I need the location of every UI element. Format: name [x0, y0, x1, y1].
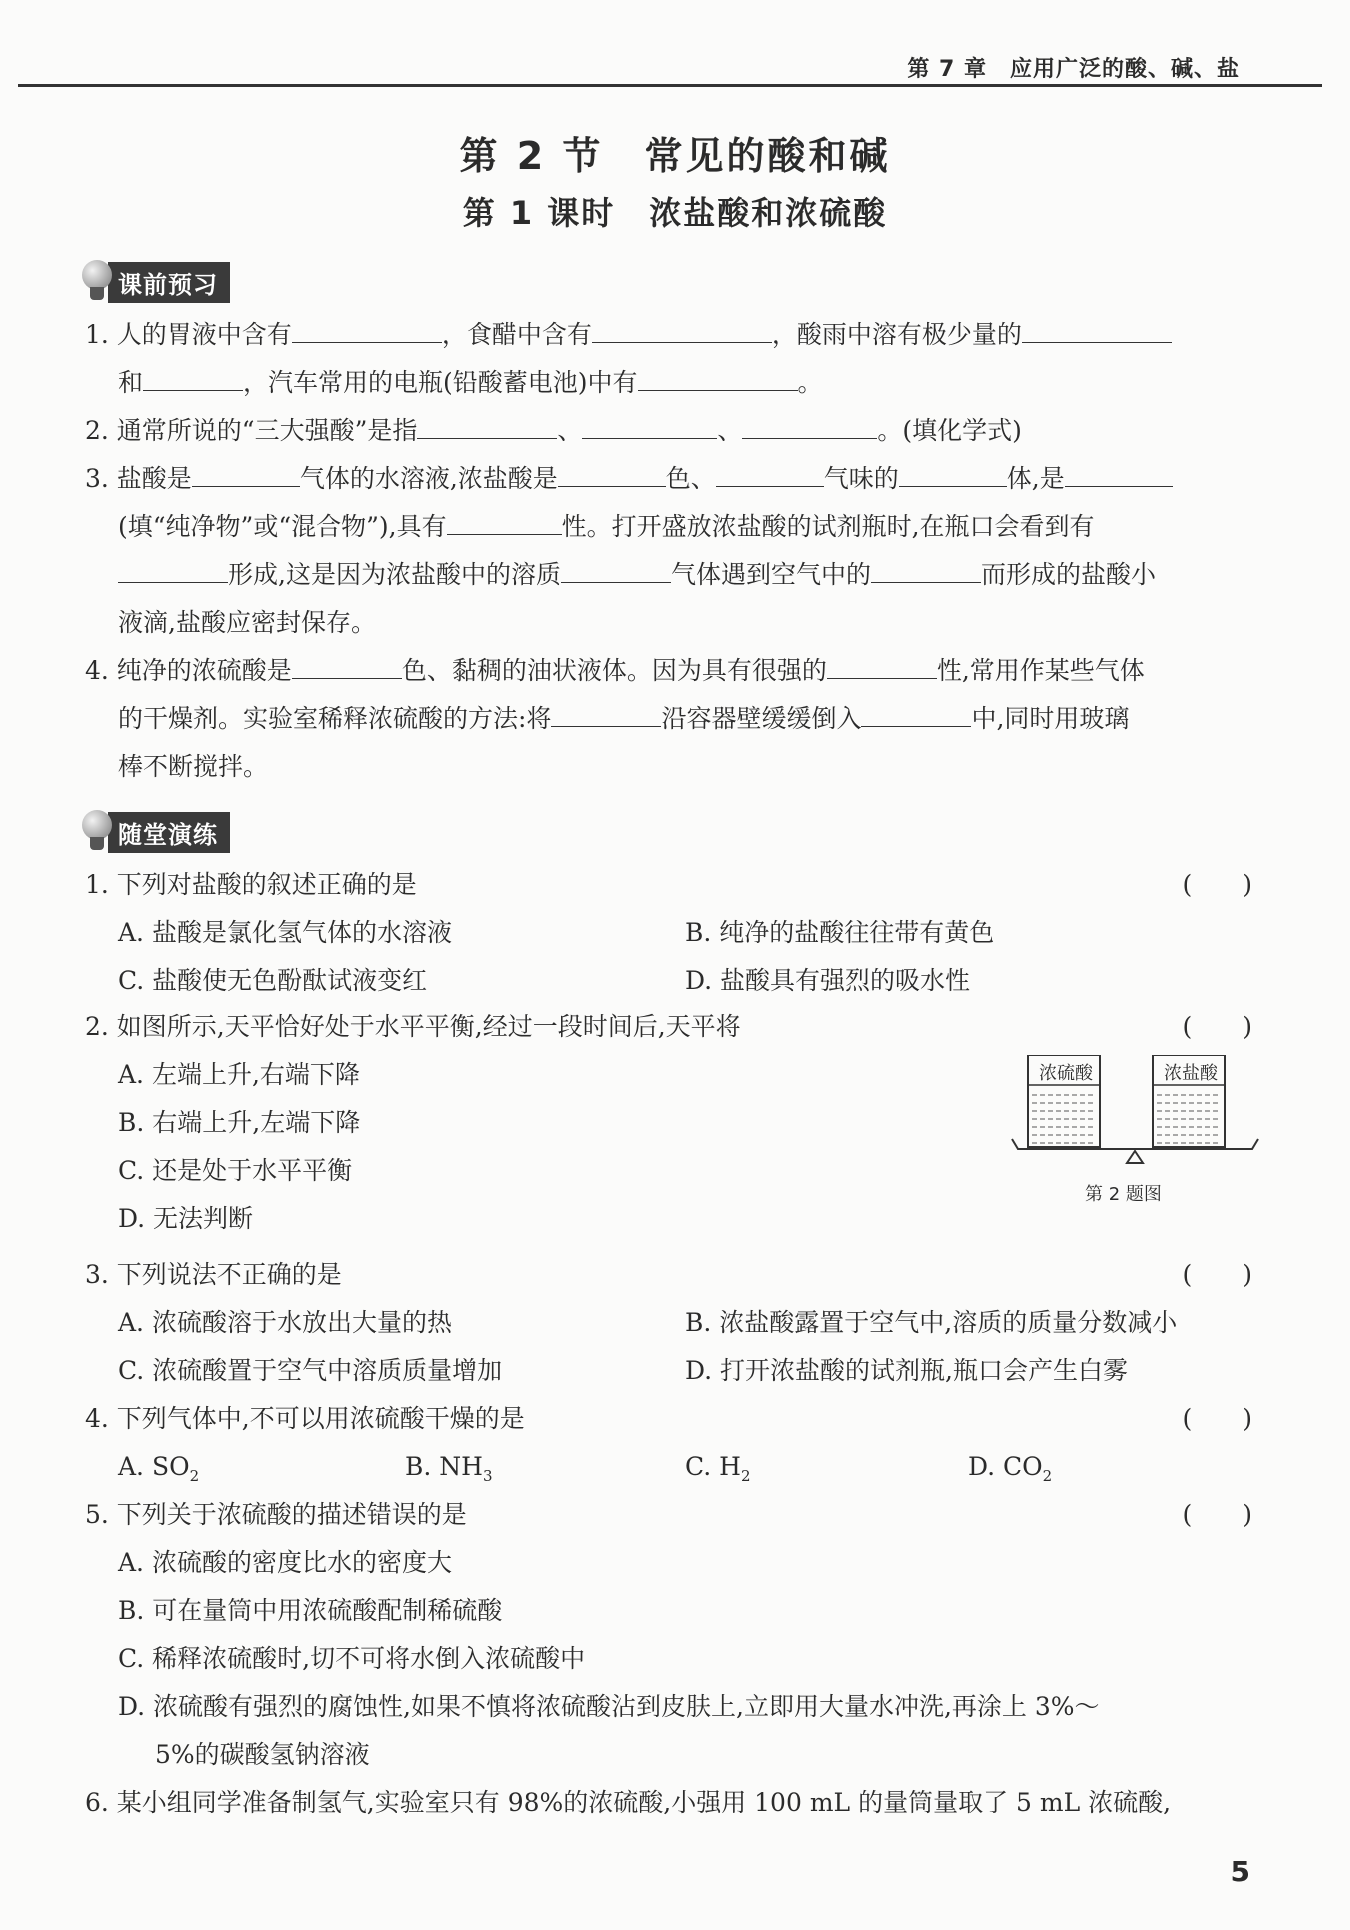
preview-q3-line4: 液滴,盐酸应密封保存。 [118, 608, 376, 637]
practice-q4-stem: 4. 下列气体中,不可以用浓硫酸干燥的是 [85, 1404, 525, 1433]
blank[interactable] [447, 510, 562, 535]
option-a: A. 浓硫酸的密度比水的密度大 [118, 1548, 452, 1577]
answer-parens[interactable]: ( ) [1182, 870, 1252, 899]
section-title: 第 2 节 常见的酸和碱 [459, 134, 891, 178]
option-d: D. $CO_2$ [968, 1452, 1053, 1485]
option-a: A. 左端上升,右端下降 [118, 1060, 360, 1089]
blank[interactable] [899, 462, 1007, 487]
header-rule [18, 84, 1322, 87]
preview-heading [80, 262, 230, 302]
practice-q5-stem: 5. 下列关于浓硫酸的描述错误的是 [85, 1500, 467, 1529]
blank[interactable] [871, 558, 981, 583]
blank[interactable] [551, 702, 661, 727]
blank[interactable] [582, 414, 717, 439]
practice-q3-stem: 3. 下列说法不正确的是 [85, 1260, 342, 1289]
preview-q4-line3: 棒不断搅拌。 [118, 752, 269, 781]
practice-heading [80, 812, 230, 852]
option-b: B. 右端上升,左端下降 [118, 1108, 361, 1137]
practice-q1-stem: 1. 下列对盐酸的叙述正确的是 [85, 870, 417, 899]
option-c: C. 还是处于水平平衡 [118, 1156, 353, 1185]
option-c: C. $H_2$ [685, 1452, 751, 1485]
practice-heading-label: 随堂演练 [108, 812, 230, 853]
lightbulb-icon [80, 810, 114, 854]
figure-caption: 第 2 题图 [1085, 1184, 1162, 1205]
beaker-right-label: 浓盐酸 [1164, 1063, 1218, 1084]
blank[interactable] [827, 654, 937, 679]
option-d: D. 浓硫酸有强烈的腐蚀性,如果不慎将浓硫酸沾到皮肤上,立即用大量水冲洗,再涂上 3%～ [118, 1692, 1100, 1721]
answer-parens[interactable]: ( ) [1182, 1260, 1252, 1289]
option-c: C. 盐酸使无色酚酞试液变红 [118, 966, 428, 995]
blank[interactable] [292, 318, 442, 343]
option-b: B. 纯净的盐酸往往带有黄色 [685, 918, 995, 947]
preview-heading-label: 课前预习 [108, 262, 230, 303]
blank[interactable] [192, 462, 300, 487]
option-b: B. $NH_3$ [405, 1452, 493, 1485]
lesson-title: 第 1 课时 浓盐酸和浓硫酸 [462, 194, 888, 232]
blank[interactable] [118, 558, 228, 583]
preview-q4-line2: 的干燥剂。实验室稀释浓硫酸的方法:将 沿容器壁缓缓倒入 中,同时用玻璃 [118, 704, 1130, 733]
preview-q3-line1: 3. 盐酸是 气体的水溶液,浓盐酸是 色、 气味的 体,是 [85, 462, 1173, 496]
answer-parens[interactable]: ( ) [1182, 1500, 1252, 1529]
preview-q4-line1: 4. 纯净的浓硫酸是 色、黏稠的油状液体。因为具有很强的 性,常用作某些气体 [85, 656, 1145, 685]
answer-parens[interactable]: ( ) [1182, 1012, 1252, 1041]
blank[interactable] [638, 366, 798, 391]
blank[interactable] [417, 414, 557, 439]
balance-fulcrum [1127, 1151, 1143, 1163]
lightbulb-icon [80, 260, 114, 304]
beaker-left-label: 浓硫酸 [1039, 1063, 1093, 1084]
option-a: A. $SO_2$ [118, 1452, 200, 1485]
chapter-header: 第 7 章 应用广泛的酸、碱、盐 [907, 57, 1240, 82]
blank[interactable] [716, 462, 824, 487]
option-d-continued: 5%的碳酸氢钠溶液 [155, 1740, 370, 1769]
preview-q1-line2: 和 ，汽车常用的电瓶(铅酸蓄电池)中有 。 [118, 368, 823, 397]
blank[interactable] [1022, 318, 1172, 343]
option-d: D. 打开浓盐酸的试剂瓶,瓶口会产生白雾 [685, 1356, 1128, 1385]
blank[interactable] [742, 414, 877, 439]
blank[interactable] [292, 654, 402, 679]
preview-q2: 2. 通常所说的“三大强酸”是指 、 、 。(填化学式) [85, 416, 1022, 445]
blank[interactable] [1065, 462, 1173, 487]
option-d: D. 盐酸具有强烈的吸水性 [685, 966, 971, 995]
page-number: 5 [1230, 1855, 1250, 1888]
practice-q2-stem: 2. 如图所示,天平恰好处于水平平衡,经过一段时间后,天平将 [85, 1012, 741, 1041]
option-a: A. 盐酸是氯化氢气体的水溶液 [118, 918, 452, 947]
preview-q1-line1: 1. 人的胃液中含有 ，食醋中含有 ，酸雨中溶有极少量的 [85, 318, 1172, 352]
blank[interactable] [561, 558, 671, 583]
blank[interactable] [143, 366, 243, 391]
preview-q3-line3: 形成,这是因为浓盐酸中的溶质 气体遇到空气中的 而形成的盐酸小 [118, 558, 1156, 592]
option-b: B. 浓盐酸露置于空气中,溶质的质量分数减小 [685, 1308, 1178, 1337]
preview-q3-line2: (填“纯净物”或“混合物”),具有 性。打开盛放浓盐酸的试剂瓶时,在瓶口会看到有 [118, 512, 1095, 541]
option-a: A. 浓硫酸溶于水放出大量的热 [118, 1308, 452, 1337]
option-d: D. 无法判断 [118, 1204, 254, 1233]
blank[interactable] [592, 318, 772, 343]
blank[interactable] [558, 462, 666, 487]
option-c: C. 稀释浓硫酸时,切不可将水倒入浓硫酸中 [118, 1644, 586, 1673]
option-c: C. 浓硫酸置于空气中溶质质量增加 [118, 1356, 503, 1385]
practice-q6-stem: 6. 某小组同学准备制氢气,实验室只有 98%的浓硫酸,小强用 100 mL 的量筒量取了 5 mL 浓硫酸, [85, 1788, 1172, 1817]
option-b: B. 可在量筒中用浓硫酸配制稀硫酸 [118, 1596, 503, 1625]
answer-parens[interactable]: ( ) [1182, 1404, 1252, 1433]
blank[interactable] [861, 702, 971, 727]
